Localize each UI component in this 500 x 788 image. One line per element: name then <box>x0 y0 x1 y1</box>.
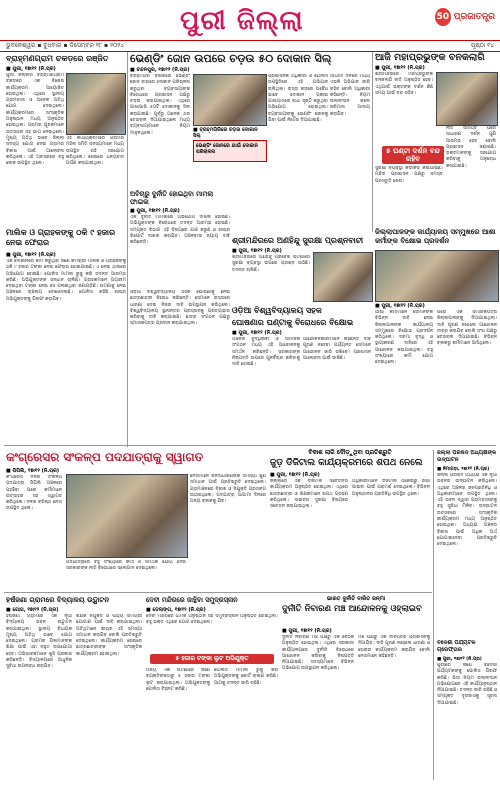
headline-a1: ବ୍ରାହ୍ମଣଗ୍ରାମ ଚକଡ଼ରେ ରଞ୍ଜିତ <box>6 54 109 63</box>
headline-a2: ଭେଣ୍ଡିଂ ଜୋନ ଉପରେ ଚଡ଼ଉ ୫୦ ଦୋକାନ ସିଲ୍ <box>130 52 332 65</box>
body-a3-col1: ଶ୍ରୀମନ୍ଦିରରେ ମହାପ୍ରଭୁଙ୍କ ବନକଲାଗି ନୀତି ଅନୁଷ୍ଠିତ ହେବ। ଏଥିପାଇଁ ଭକ୍ତଙ୍କ ଦର୍ଶନ କିଛି ସମୟ ପାଇଁ ବନ୍ଦ ରହିବ। <box>375 72 433 96</box>
caption-a2: ■ ବ୍ରହ୍ମଗିରିରେ ଚଡ଼ଉ ଦୋକାନ ସିଲ୍ <box>193 127 258 139</box>
byline-a5: ■ ପୁରୀ, ୧୭ା୧୨ (ନି.ପ୍ର) <box>232 248 282 254</box>
headline-a8: ଓଡ଼ିଆ ବିଶ୍ୱବିଦ୍ୟାଳୟ ସହକ <box>232 306 322 315</box>
byline-a10: ■ ପୁରୀ, ୧୭ା୧୨ (ନି.ପ୍ର) <box>270 472 320 478</box>
kicker-a15: ଭାରତ ଦୁର୍ନୀତି ବାରିତ ଜନ୍ମା <box>326 596 386 602</box>
byline-a3: ■ ପୁରୀ, ୧୭ା୧୨ (ନି.ପ୍ର) <box>375 65 425 71</box>
body-a14-col1: ଦେବୀ ମନ୍ଦିରରେ ଧାର୍ମିକ ଅନୁଷ୍ଠାନ ସହ ସମୁଦ୍ରସ୍ନାନ ଅନୁଷ୍ଠିତ ହୋଇଥିଲା। ବହୁ ଭକ୍ତ ଏଥିରେ ଯୋଗ ଦେଇଥିଲେ। <box>146 614 278 626</box>
byline-a6: ■ ପୁରୀ, ୧୭ା୧୨ (ନି.ପ୍ର) <box>130 208 180 214</box>
brand-logo <box>435 4 495 30</box>
body-a9-col1: କଂଗ୍ରେସ ଦଳର ସଂକଳ୍ପ ପଦଯାତ୍ରା ପିପିଲି ଅଞ୍ଚଳରେ ପହଞ୍ଚିବା ପରେ କର୍ମୀମାନେ ଉତ୍ସାହର ସହ ସ୍ୱାଗତ କରିଥିଲେ। ଦଳର ବରିଷ୍ଠ ନେତା ଉପସ୍ଥିତ ଥିଲେ। <box>6 475 62 512</box>
body-a2-col3: ଆଗାମୀ ଦିନରେ ମଧ୍ୟ ଏଭଳି ଅଭିଯାନ ଜାରି ରହିବ ବୋଲି ଅଧିକାରୀ କହିଛନ୍ତି। ନିୟମ ଉଲ୍ଲଂଘନ କଲେ ଜରିମାନା ଆଦାୟ କରାଯିବ। <box>330 74 370 117</box>
anniversary-badge: 50 <box>435 8 451 26</box>
photo-a9 <box>66 474 188 558</box>
headline-a14: ଦେବୀ ମନ୍ଦିରରେ ଜାନ୍ଥିବା ସମୁଦ୍ରସ୍ନାନ <box>146 596 238 604</box>
body-a13-col2: ଶିକ୍ଷକ ନିଯୁକ୍ତି ଓ ପାଠ୍ୟ ସାମଗ୍ରୀ ଯୋଗାଣ ପାଇଁ ଦାବି କରାଯାଇଥିଲା। ଅତିଥିମାନେ ଶୀଘ୍ର ଏହି ସମସ୍ୟା ସମାଧାନ କରାଯିବ ବୋଲି ପ୍ରତିଶ୍ରୁତି ଦେଇଥିଲେ। କାର୍ଯ୍ୟକ୍ରମ ଶେଷରେ ଛାତ୍ରଛାତ୍ରୀଙ୍କ ସାଂସ୍କୃତିକ କାର୍ଯ୍ୟକ୍ରମ ହୋଇଥିଲା। <box>76 614 142 657</box>
column-rule <box>372 52 373 232</box>
byline-a9: ■ ପିପିଲି, ୧୭ା୧୨ (ନି.ପ୍ର) <box>6 468 60 474</box>
byline-a8: ■ ପୁରୀ, ୧୭ା୧୨ (ନି.ପ୍ର) <box>232 330 282 336</box>
body-a8-col3: ଆନ୍ଦୋଳନକାରୀମାନେ କହିଛନ୍ତି ଦାବି ପୂରଣ ନହେବା ପର୍ଯ୍ୟନ୍ତ ସେମାନେ ଆନ୍ଦୋଳନ ଜାରି ରଖିବେ। ପ୍ରଶାସନ ଆଲୋଚନା ପାଇଁ ଡାକିଛି। <box>303 337 371 361</box>
inset-title-a2: ଭେଣ୍ଡିଂ ଜୋନରେ ଯାଇଁ ଦୋକାନ ପରିଚାଳନା <box>196 143 258 155</box>
dateline-bar <box>0 40 500 52</box>
body-a3-col3: ସୁରକ୍ଷା ବ୍ୟବସ୍ଥା କଡ଼ାକଡ଼ି କରାଯାଇଛି। ମନ୍ଦିର ପ୍ରଶାସନ ପକ୍ଷରୁ ସମସ୍ତ ପ୍ରସ୍ତୁତି ଶେଷ। <box>375 166 443 184</box>
headline-a5: ଶ୍ରୀମନ୍ଦିରରେ ଅଣହିନ୍ଦୁ ସୁରକ୍ଷା ପ୍ରଶ୍ନବାଚୀ <box>232 236 364 245</box>
body-a4-col1: ଆଶା କର୍ମୀମାନେ ସେମାନଙ୍କ ବିଭିନ୍ନ ଦାବି ନେଇ ଜିଲ୍ଲାପାଳଙ୍କ କାର୍ଯ୍ୟାଳୟ ସମ୍ମୁଖରେ ବିକ୍ଷୋଭ ପ୍ରଦର୍ଶନ କରିଥିଲେ। ଦରମା ବୃଦ୍ଧି ଓ ସ୍ଥାୟୀକରଣ ଦାବିରେ ଏହି ଆନ୍ଦୋଳନ କରାଯାଇଥିଲା। ବହୁ ସଂଖ୍ୟାରେ କର୍ମୀ ଯୋଗ ଦେଇଥିଲେ। <box>375 310 433 366</box>
headline-a10: ଜୁଡ଼ ଡିଜିଟାଲ କାର୍ଯ୍ୟକ୍ରମରେ ଶପଥ ନେଲେ <box>270 458 423 468</box>
headline-a4: ଜିଲ୍ଲାପାଳଙ୍କ କାର୍ଯ୍ୟାଳୟ ସମ୍ମୁଖରେ ଆଶା କର୍ମୀଙ୍କ ବିକ୍ଷୋଭ ପ୍ରଦର୍ଶନ <box>375 228 496 245</box>
byline-a7: ■ ପୁରୀ, ୧୭ା୧୨ (ନି.ପ୍ର) <box>6 252 56 258</box>
byline-a1: ■ ପୁରୀ, ୧୭ା୧୨ (ନି.ପ୍ର) <box>6 66 56 72</box>
body-a1-col1: ପୁରୀ ଜିଲ୍ଲାର ବ୍ରାହ୍ମଣଗ୍ରାମ ଚକଡ଼ରେ ଏକ ବିଶେଷ କାର୍ଯ୍ୟକ୍ରମ ଆୟୋଜିତ ହୋଇଥିଲା। ଏଥିରେ ସ୍ଥାନୀୟ ଗ୍ରାମବାସୀ ଓ ଅନେକ ଅତିଥି ଯୋଗ ଦେଇଥିଲେ। କାର୍ଯ୍ୟକ୍ରମରେ ସାଂସ୍କୃତିକ ଅନୁଷ୍ଠାନ ମଧ୍ୟ ଅନୁଷ୍ଠିତ ହୋଇଥିଲା। ଗ୍ରାମର ଯୁବକମାନେ ଉତ୍ସାହର ସହ ଭାଗ ନେଇଥିଲେ। ମୁଖ୍ୟ ଅତିଥି ଭାବେ ଜିଲ୍ଲା ସଦସ୍ୟ ଯୋଗ ଦେଇ ଗ୍ରାମର ବିକାଶ ପାଇଁ ଆଲୋଚନା କରିଥିଲେ। ଏହି ଅବସରରେ ବହୁ ଲୋକ ଉପସ୍ଥିତ ଥିଲେ। <box>6 73 64 167</box>
headline-a13: ହର୍ଷଜଣା ଗ୍ରାମରେ ବିଦ୍ୟାଳୟ ଉଦ୍ଘାଟନ <box>6 596 110 604</box>
byline-a12: ■ ପୁରୀ, ୧୭ା୧୨ (ନି.ପ୍ର) <box>437 657 482 662</box>
badge-a3: ୫ ଘଣ୍ଟା ଦର୍ଶନ ବନ୍ଦ ରହିବ <box>382 146 444 164</box>
byline-a13: ■ ଗୋପ, ୧୭ା୧୨ (ନି.ପ୍ର) <box>6 607 59 613</box>
headline-a8-line2: ଘୋଷଣାର ଘଣ୍ଟାକୁ ବିରୋଧରେ ବିକ୍ଷୋଭ <box>232 318 354 327</box>
body-a8-col2: ଅଞ୍ଚଳର ବୁଦ୍ଧିଜୀବୀ ଓ ସାମାଜିକ ସଂଗଠନ ମଧ୍ୟ ଏହି ଆନ୍ଦୋଳନକୁ ସମର୍ଥନ କରିଛନ୍ତି। ସରକାରଙ୍କ ନିଷ୍ପତ୍ତି ଉପରେ ପୁନର୍ବିଚାର କରିବାକୁ ଦାବି ହୋଇଛି। <box>232 337 300 368</box>
body-a10-col1: ଜିଲ୍ଲାରେ ଏକ ଡିଜିଟାଲ ସଚେତନତା କାର୍ଯ୍ୟକ୍ରମ ଅନୁଷ୍ଠିତ ହୋଇଥିଲା। ଏଥିରେ ଛାତ୍ରଛାତ୍ରୀ ଓ ଶିକ୍ଷକମାନେ ଶପଥ ଗ୍ରହଣ କରିଥିଲେ। ସାଇବର ସୁରକ୍ଷା ବିଷୟରେ ସଚେତନ କରାଯାଇଥିଲା। <box>270 479 348 510</box>
kicker-a10: ବିକାଶ ଲାଗି ଦୌଡ଼ୁଥିବା ପ୍ରତିଶ୍ରୁତି <box>308 449 392 456</box>
body-a15-col2: ମଞ୍ଚ ପକ୍ଷରୁ ଏକ ଦାବିପତ୍ର ପ୍ରଶାସନକୁ ଦିଆଯିବ। ଦାବି ପୂରଣ ନହେଲେ ଧାରଣା ଓ ଘେରାଉ କାର୍ଯ୍ୟକ୍ରମ କରାଯିବ ବୋଲି ନେତାମାନେ କହିଛନ୍ତି। <box>358 635 430 659</box>
body-a4-col2: ପରେ ଏକ ସ୍ମାରକପତ୍ର ଜିଲ୍ଲାପାଳଙ୍କୁ ଦିଆଯାଇଥିଲା। ଦାବି ପୂରଣ ନହେଲେ ଆନ୍ଦୋଳନ ତୀବ୍ର କରାଯିବ ବୋଲି ସଂଘ ପକ୍ଷରୁ ଚେତାବନୀ ଦିଆଯାଇଛି। ବିଭିନ୍ନ ବ୍ଲକରୁ କର୍ମୀମାନେ ଆସିଥିଲେ। <box>437 310 497 347</box>
byline-a15: ■ ପୁରୀ, ୧୭ା୧୨ (ନି.ପ୍ର) <box>282 628 332 634</box>
byline-a2: ■ ଚନ୍ଦନପୁର, ୧୭ା୧୨ (ନି.ପ୍ର) <box>130 67 190 73</box>
photo-a1 <box>66 73 126 135</box>
photo-a4 <box>375 250 499 302</box>
body-a2-col2: ପ୍ରଶାସନିକ ଅଧିକାରୀ ଓ ପୋଲିସ ଉପସ୍ଥିତିରେ ଏହି ଅଭିଯାନ ଚାଲିଥିଲା। ରାସ୍ତା କଡ଼ରେ ଅବୈଧ ଭାବେ ଦୋକାନ ପକାଇ ଯାତାୟାତରେ ବାଧା ସୃଷ୍ଟି କରୁଥିବା ଅଭିଯୋଗ ହୋଇଥିଲା। ବ୍ୟବସାୟୀଙ୍କୁ ଭେଣ୍ଡିଂ ଜୋନକୁ ଯିବା ପାଇଁ ନିର୍ଦ୍ଦେଶ ଦିଆଯାଇଛି। <box>268 74 328 124</box>
section-rule <box>4 592 432 593</box>
body-a13-col1: ହର୍ଷଜଣା ଗ୍ରାମରେ ଏକ ନୂଆ ବିଦ୍ୟାଳୟ ଭବନ ଉଦ୍ଘାଟନ କରାଯାଇଥିଲା। ସ୍ଥାନୀୟ ବିଧାୟକ ମୁଖ୍ୟ ଅତିଥି ଭାବେ ଯୋଗ ଦେଇଥିଲେ। ଗ୍ରାମର ପିଲାମାନଙ୍କ ଶିକ୍ଷା ପାଇଁ ଏହା ବହୁତ ଉପଯୋଗୀ ହେବ। ଅଭିଭାବକମାନେ ଖୁସି ପ୍ରକାଶ କରିଛନ୍ତି। ବିଦ୍ୟାଳୟରେ ଆଧୁନିକ ସୁବିଧା ଉପଲବ୍ଧ କରାଯିବ। <box>6 614 72 670</box>
body-a6: ଏକ ଦୁର୍ନୀତି ମାମଲାରେ ଅଭିଯୋଗ ଦାଖଲ ହୋଇଛି। ଅଭିଯୁକ୍ତଙ୍କ ବିରୋଧରେ ତଦନ୍ତ ଆରମ୍ଭ ହୋଇଛି। ସମ୍ପୃକ୍ତ ବିଭାଗ ଏହି ବିଷୟରେ ଯାଞ୍ଚ କରୁଛି ଓ ଶୀଘ୍ର ରିପୋର୍ଟ ଦାଖଲ କରାଯିବ। ଅଞ୍ଚଳବାସୀ ନ୍ୟାୟ ଦାବି କରିଛନ୍ତି। <box>130 215 230 246</box>
body-a10-col2: ଅଧିକାରୀମାନେ ଡିଜିଟାଲ ଠକେଇରୁ ରକ୍ଷା ପାଇବା ପାଇଁ ପରାମର୍ଶ ଦେଇଥିଲେ। ବିଭିନ୍ନ ଅନୁଷ୍ଠାନର ପ୍ରତିନିଧି ଉପସ୍ଥିତ ଥିଲେ। <box>352 479 430 497</box>
byline-a14: ■ ଡେଲାଙ୍ଗ, ୧୭ା୧୨ (ନି.ପ୍ର) <box>146 607 206 613</box>
body-a15-col1: ଦୁର୍ନୀତି ନିବାରଣ ମଞ୍ଚ ପକ୍ଷରୁ ଏକ ବୈଠକ ଅନୁଷ୍ଠିତ ହୋଇଥିଲା। ଏଥିରେ ସରକାରୀ କାର୍ଯ୍ୟାଳୟରେ ଦୁର୍ନୀତି ବିରୋଧରେ ଆନ୍ଦୋଳନ କରିବାକୁ ନିଷ୍ପତ୍ତି ନିଆଯାଇଛି। ସଦସ୍ୟମାନେ ବିଭିନ୍ନ ଅଭିଯୋଗ ଉପସ୍ଥାପନ କରିଥିଲେ। <box>282 635 354 672</box>
inset-box-a2 <box>193 140 267 162</box>
body-a2-col1: ବ୍ରହ୍ମଗିରି ବଜାରରେ ଭେଣ୍ଡିଂ ଜୋନ ବାହାରେ ଦୋକାନ ପରିଚାଳନା କରୁଥିବା ବ୍ୟବସାୟୀଙ୍କ ବିରୋଧରେ ପ୍ରଶାସନ ପକ୍ଷରୁ ଚଡ଼ଉ କରାଯାଇଥିଲା। ଏଥିରେ ପାଖାପାଖି ୫୦ଟି ଦୋକାନକୁ ସିଲ କରାଯାଇଛି। ପୂର୍ବରୁ ଅନେକ ଥର ଚେତାବନୀ ଦିଆଯାଇଥିଲେ ମଧ୍ୟ ବ୍ୟବସାୟୀମାନେ ନିୟମ ମାନୁନଥିଲେ। <box>130 74 190 136</box>
headline-a11: ଜିଲ୍ଲା ପରିଷଦ ଅଧ୍ୟକ୍ଷଙ୍କ ଉଦ୍‌ଘାଟନ <box>437 450 497 463</box>
photo-a5 <box>313 252 373 302</box>
body-a8-col1: ଓଡ଼ିଆ ବିଶ୍ୱବିଦ୍ୟାଳୟ ସହକ ଘୋଷଣାକୁ ନେଇ ଛାତ୍ରଛାତ୍ରୀ ବିରୋଧ କରିଛନ୍ତି। ସେମାନେ ରାସ୍ତାରେ ଧାରଣା ଦେଇ ନିଜର ଦାବି ଉପସ୍ଥାପନ କରିଥିଲେ। ବିଶ୍ୱବିଦ୍ୟାଳୟ ସ୍ଥାନାନ୍ତର ପ୍ରସ୍ତାବକୁ ପ୍ରତ୍ୟାହାର କରିବାକୁ ଦାବି କରାଯାଇଛି। ଛାତ୍ର ସଂଗଠନ ପକ୍ଷରୁ ସ୍ମାରକପତ୍ର ପ୍ରଦାନ କରାଯାଇଥିଲା। <box>130 290 230 327</box>
photo-a2 <box>193 74 267 126</box>
byline-a11: ■ ନିମାପଡ଼ା, ୧୭ା୧୨ (ନି.ପ୍ର) <box>437 467 490 472</box>
badge-a14: ୫ ହଜାର ଟଙ୍କା ଲୁଟ ଅଭିଯୁକ୍ତ <box>150 654 274 664</box>
body-a1-col2: ଏହି କାର୍ଯ୍ୟକ୍ରମରେ ଗ୍ରାମର ମହିଳା ସମିତି ସଦସ୍ୟମାନେ ମଧ୍ୟ ଉପସ୍ଥିତ ରହି ସହଯୋଗ କରିଥିଲେ। ଶେଷରେ ଧନ୍ୟବାଦ ଅର୍ପଣ କରାଯାଇଥିଲା। <box>66 136 124 167</box>
section-rule <box>4 445 496 446</box>
headline-a15: ଦୁର୍ନୀତି ନିବାରଣ ମଞ୍ଚ ଆନ୍ଦୋଳନକୁ ଓହ୍ଲାଇବ <box>282 604 422 614</box>
page-section-title: ପୁରୀ ଜିଲ୍ଲା <box>180 6 304 36</box>
column-rule <box>433 450 434 780</box>
byline-a4: ■ ପୁରୀ, ୧୭ା୧୨ (ନି.ପ୍ର) <box>375 303 425 309</box>
headline-a6: ଅବିଚାରୁ ଦୁର୍ନୀତି ହୋଇଥିବା ମାମଲା ଫାଇଲ <box>130 190 214 206</box>
dateline: ଭୁବନେଶ୍ୱର ▪ ବୁଧବାର ▪ ଡିସେମ୍ବର ୧୮ ▪ ୨୦୨୪ <box>6 42 125 49</box>
body-a9-col3: ନେତାମାନେ ଜନସାଧାରଣଙ୍କ ସମସ୍ୟା ଶୁଣି ସମାଧାନ ପାଇଁ ପ୍ରତିଶ୍ରୁତି ଦେଇଥିଲେ। ଗ୍ରାମାଞ୍ଚଳରେ ବିକାଶ ଓ ନିଯୁକ୍ତି ପ୍ରସଙ୍ଗ ଉଠାଇଥିଲେ। ପଦଯାତ୍ରା ଆଗାମୀ ଦିନରେ ଅନ୍ୟ ବ୍ଲକକୁ ଯିବ। <box>190 474 266 505</box>
body-a9-col2: ପଦଯାତ୍ରାରେ ବହୁ ସଂଖ୍ୟାରେ କର୍ମୀ ଓ ସମର୍ଥକ ଯୋଗ ଦେଇ ସରକାରଙ୍କ ନୀତି ବିରୋଧରେ ସ୍ଲୋଗାନ ଦେଇଥିଲେ। <box>66 560 186 572</box>
body-a11: ଜିଲ୍ଲା ପରିଷଦ ଅଧ୍ୟକ୍ଷ ଏକ ନୂଆ ଭବନର ଉଦ୍‌ଘାଟନ କରିଥିଲେ। ଏଥିରେ ଅଞ୍ଚଳର ଜନପ୍ରତିନିଧି ଓ ଅଧିକାରୀମାନେ ଉପସ୍ଥିତ ଥିଲେ। ଏହି ଭବନ ଦ୍ୱାରା ଗ୍ରାମବାସୀଙ୍କୁ ବହୁ ସୁବିଧା ମିଳିବ। ଉଦ୍‌ଘାଟନ ଉତ୍ସବରେ ସାଂସ୍କୃତିକ କାର୍ଯ୍ୟକ୍ରମ ମଧ୍ୟ ଅନୁଷ୍ଠିତ ହୋଇଥିଲା। ଅଧ୍ୟକ୍ଷ ଅଞ୍ଚଳର ବିକାଶ ପାଇଁ ଅଧିକ ଅର୍ଥ ଯୋଗାଇଦେବା ପ୍ରତିଶ୍ରୁତି ଦେଇଥିଲେ। <box>437 473 497 548</box>
headline-a9: କଂଗ୍ରେସର ସଂକଳ୍ପ ପଦଯାତ୍ରାକୁ ସ୍ୱାଗତ <box>6 450 204 464</box>
body-a14-col2: ଅନ୍ୟ ଏକ ଘଟଣାରେ ଜଣେ ବ୍ୟକ୍ତିଙ୍କଠାରୁ ୫ ହଜାର ଟଙ୍କା ଲୁଟ କରାଯାଇଥିଲା। ଅଭିଯୁକ୍ତଙ୍କୁ ପୋଲିସ ଚିହ୍ନଟ କରିଛି। <box>146 668 210 692</box>
body-a5: ଶ୍ରୀମନ୍ଦିରରେ ଅଣହିନ୍ଦୁ ପ୍ରବେଶ ଘଟଣାରେ ସୁରକ୍ଷା ବ୍ୟବସ୍ଥା ଉପରେ ପ୍ରଶ୍ନ ଉଠିଛି। ତଦନ୍ତ ଚାଲିଛି। <box>232 255 310 273</box>
headline-a3: ଆଜି ମହାପ୍ରଭୁଙ୍କ ବନକଲାଗି <box>375 52 485 63</box>
page-number: ପୃଷ୍ଠା ୧୪ <box>470 42 494 49</box>
body-a12: ପୁରୀରେ ଜଣେ ବିଦେଶୀ ପର୍ଯ୍ୟଟକଙ୍କୁ ପୋଲିସ ଗିରଫ କରିଛି। ଭିସା ନିୟମ ଉଲ୍ଲଂଘନ ଅଭିଯୋଗରେ ଏହି କାର୍ଯ୍ୟାନୁଷ୍ଠାନ ନିଆଯାଇଛି। ତଦନ୍ତ ଜାରି ରହିଛି ଓ ସମ୍ପୃକ୍ତ ଦୂତାବାସକୁ ସୂଚନା ଦିଆଯାଇଛି। <box>437 663 497 706</box>
body-a7: ଏକ ଦୋକାନରେ କାମ କରୁଥିବା ଜଣେ କର୍ମଚାରୀ ମାଲିକ ଓ ଗ୍ରାହକଙ୍କୁ ଠକି ୯ ହଜାର ଟଙ୍କା ନେଇ ଫେରାର ହୋଇଯାଇଛି। ଏ ନେଇ ଥାନାରେ ଅଭିଯୋଗ ହୋଇଛି। ପୋଲିସ ମାମଲା ରୁଜୁ କରି ତଦନ୍ତ ଆରମ୍ଭ କରିଛି। ଅଭିଯୁକ୍ତଙ୍କ ସନ୍ଧାନ ଚାଲିଛି। ଗ୍ରାହକମାନେ ଅଗ୍ରୀମ ଦେଇଥିବା ଟଙ୍କା ନେଇ ସେ ପଳାଇଥିବା ଜଣାପଡ଼ିଛି। ଘଟଣାକୁ ନେଇ ଅଞ୍ଚଳରେ ଚାଞ୍ଚଲ୍ୟ ଦେଖାଦେଇଛି। ପୋଲିସ କହିଛି ଶୀଘ୍ର ଅଭିଯୁକ୍ତଙ୍କୁ ଗିରଫ କରାଯିବ। <box>6 259 126 302</box>
brand-name: ପ୍ରଜାତନ୍ତ୍ର <box>453 12 495 22</box>
headline-a7: ମାଲିକ ଓ ଗ୍ରାହକଙ୍କୁ ଠକି ୯ ହଜାର ନେଇ ଫେରାର <box>6 228 116 247</box>
column-rule <box>127 52 128 447</box>
body-a3-col2: ନୀତି ସମାପ୍ତି ପରେ ସାଧାରଣ ଦର୍ଶନ ପୁଣି ଆରମ୍ଭ ହେବ ବୋଲି ପ୍ରଶାସନ ଜଣାଇଛି। ଭକ୍ତମାନଙ୍କୁ ସହଯୋଗ କରିବାକୁ ଅନୁରୋଧ କରାଯାଇଛି। <box>446 126 496 169</box>
photo-a3 <box>436 72 498 126</box>
body-a14-col3: ପୋଲିସ ମାମଲା ରୁଜୁ କରି ଅଭିଯୁକ୍ତଙ୍କୁ କୋର୍ଟ ଚାଲାଣ କରିଛି। ଆଗକୁ ତଦନ୍ତ ଜାରି ରହିଛି। <box>214 668 278 686</box>
headline-a12: ବିଦେଶୀ ପର୍ଯ୍ୟଟକ ଗ୍ରେଫ୍ତାର <box>437 640 476 653</box>
